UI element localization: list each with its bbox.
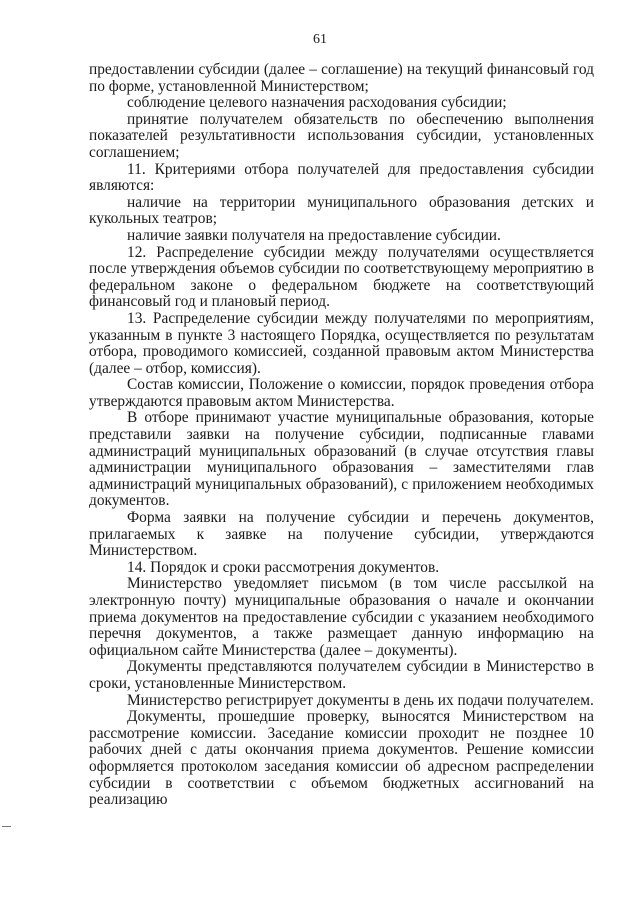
paragraph: 13. Распределение субсидии между получателями по мероприятиям, указанным в пункте 3 настоящего Порядка, осуществляется по результатам отбора, проводимого комиссией, созданной правовым актом Министерства (далее – отбор, комиссия). xyxy=(89,309,594,377)
paragraph: Министерство регистрирует документы в день их подачи получателем. xyxy=(127,691,594,709)
document-body xyxy=(89,62,594,809)
paragraph: 11. Критериями отбора получателей для предоставления субсидии являются: xyxy=(89,160,594,195)
paragraph: 12. Распределение субсидии между получателями осуществляется после утверждения объемов субсидии по соответствующему мероприятию в федеральном законе о федеральном бюджете на соответствующий финансовый год и плановый период. xyxy=(89,243,594,311)
paragraph: Документы, прошедшие проверку, выносятся Министерством на рассмотрение комиссии. Заседание комиссии проходит не позднее 10 рабочих дней с даты окончания приема документов. Решение комиссии оформляется протоколом заседания комиссии об адресном распределении субсидии в соответствии с объемом бюджетных ассигнований на реализацию xyxy=(89,708,594,809)
paragraph: 14. Порядок и сроки рассмотрения документов. xyxy=(127,558,440,576)
paragraph: соблюдение целевого назначения расходования субсидии; xyxy=(127,94,507,112)
paragraph: наличие на территории муниципального образования детских и кукольных театров; xyxy=(89,193,594,228)
paragraph: Министерство уведомляет письмом (в том числе рассылкой на электронную почту) муниципальные образования о начале и окончании приема документов на предоставление субсидии с указанием необходимого перечня документов, а также размещает данную информацию на официальном сайте Министерства (далее – документы). xyxy=(89,575,594,659)
paragraph: наличие заявки получателя на предоставление субсидии. xyxy=(127,226,501,244)
scan-margin-mark xyxy=(2,826,11,827)
paragraph: Состав комиссии, Положение о комиссии, порядок проведения отбора утверждаются правовым актом Министерства. xyxy=(89,376,594,410)
paragraph: предоставлении субсидии (далее – соглашение) на текущий финансовый год по форме, установленной Министерством; xyxy=(89,61,594,95)
paragraph: В отборе принимают участие муниципальные образования, которые представили заявки на получение субсидии, подписанные главами администраций муниципальных образований (в случае отсутствия главы администрации муниципального образования – заместителями глав администраций муниципальных образований), с приложением необходимых документов. xyxy=(89,409,594,510)
page-number: 61 xyxy=(313,32,327,47)
paragraph: Документы представляются получателем субсидии в Министерство в сроки, установленные Министерством. xyxy=(89,658,594,692)
paragraph: принятие получателем обязательств по обеспечению выполнения показателей результативности использования субсидии, установленных соглашением; xyxy=(89,110,594,161)
paragraph: Форма заявки на получение субсидии и перечень документов, прилагаемых к заявке на получение субсидии, утверждаются Министерством. xyxy=(89,509,594,560)
